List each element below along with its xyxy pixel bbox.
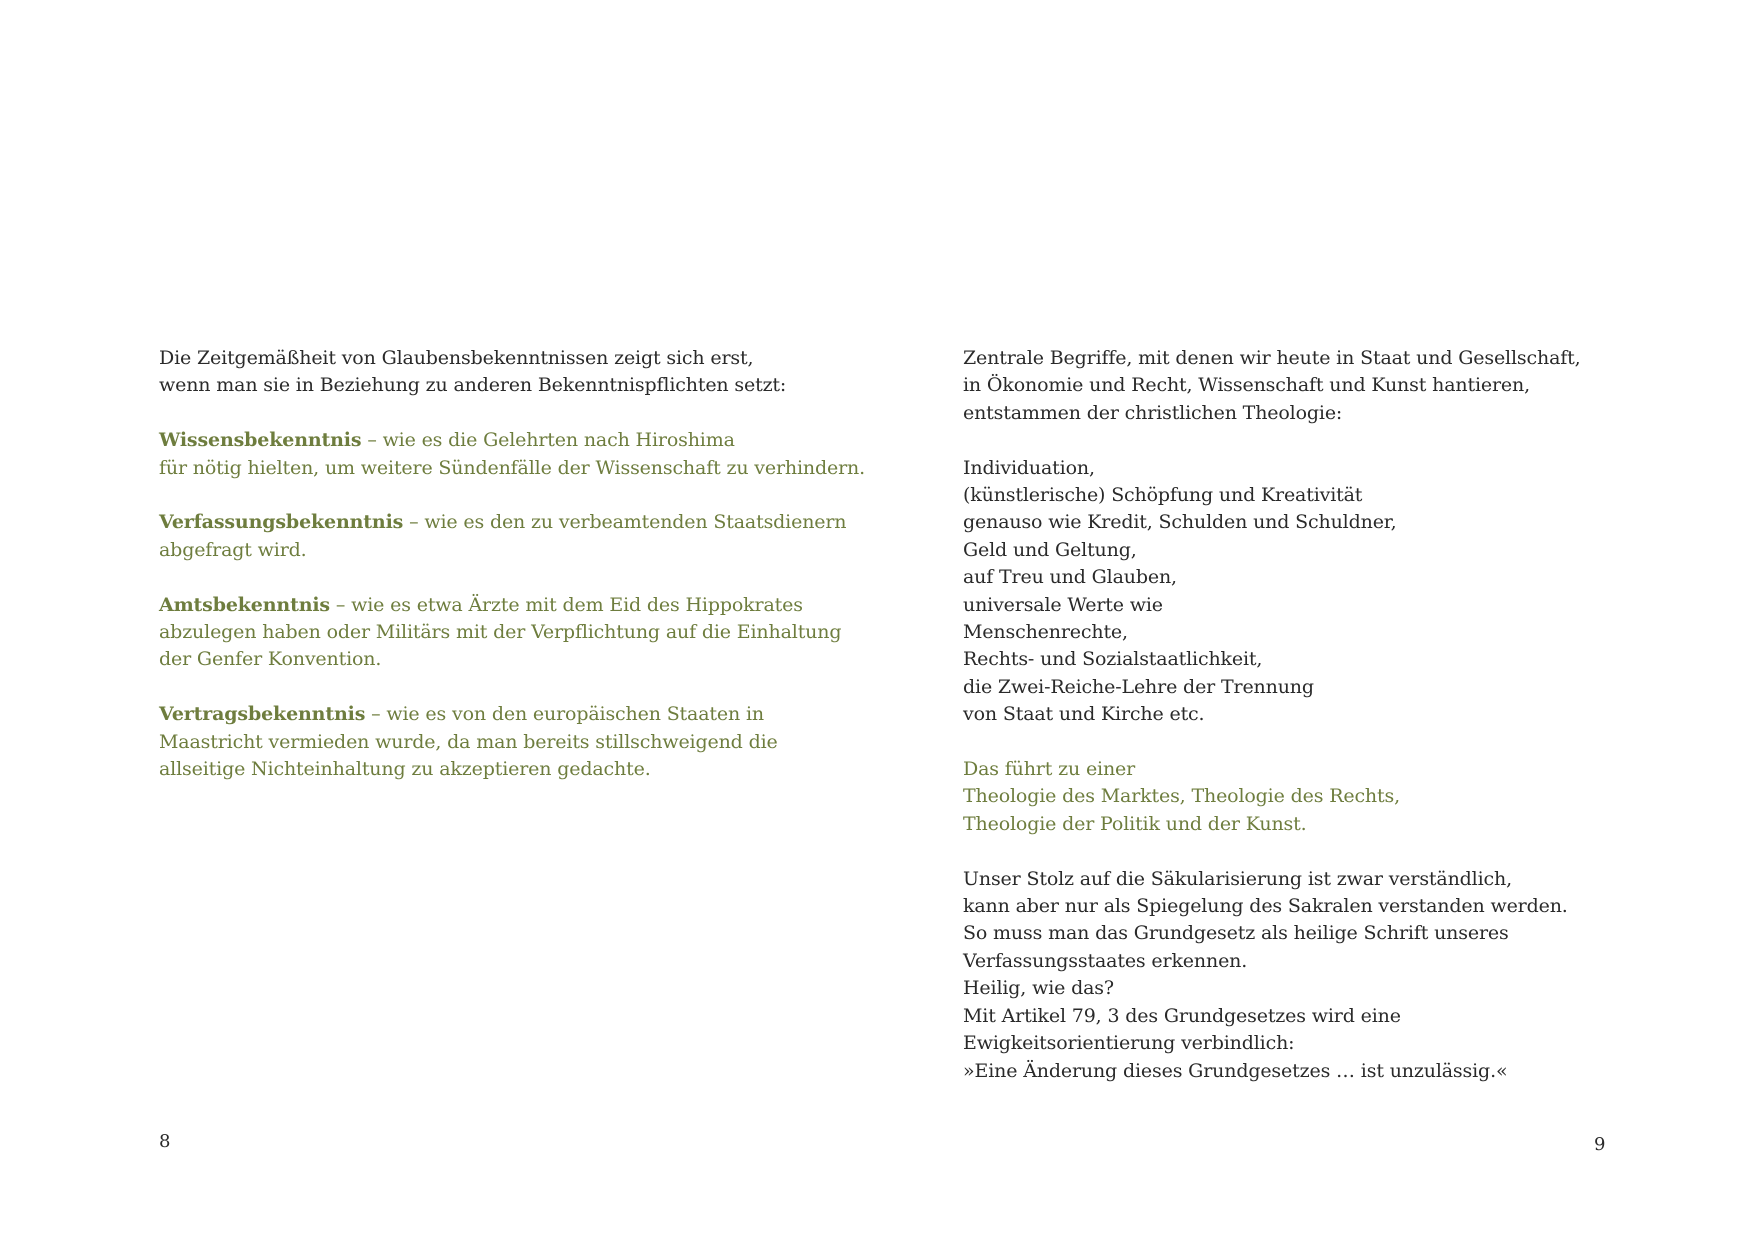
highlight-line: Theologie des Marktes, Theologie des Rechts, <box>963 785 1400 808</box>
text-line: entstammen der christlichen Theologie: <box>963 401 1343 424</box>
right-text-column <box>963 345 1703 1112</box>
list-item: Individuation, <box>963 456 1095 479</box>
right-page <box>877 0 1754 1239</box>
entry-text: der Genfer Konvention. <box>159 648 382 671</box>
text-line: Ewigkeitsorientierung verbindlich: <box>963 1032 1295 1055</box>
list-item: genauso wie Kredit, Schulden und Schuldner, <box>963 511 1397 534</box>
left-text-column <box>159 345 866 811</box>
highlight-paragraph <box>963 756 1703 838</box>
quote-line: »Eine Änderung dieses Grundgesetzes … ist unzulässig.« <box>963 1059 1508 1082</box>
list-item: universale Werte wie <box>963 593 1163 616</box>
entry-wissensbekenntnis <box>159 427 866 482</box>
list-item: Geld und Geltung, <box>963 538 1137 561</box>
entry-text: – wie es etwa Ärzte mit dem Eid des Hippokrates <box>329 593 803 616</box>
entry-text: – wie es den zu verbeamtenden Staatsdienern <box>403 511 847 534</box>
page-number-right: 9 <box>1594 1134 1606 1155</box>
list-item: von Staat und Kirche etc. <box>963 703 1205 726</box>
highlight-line: Das führt zu einer <box>963 758 1136 781</box>
entry-amtsbekenntnis <box>159 592 859 674</box>
entry-term: Wissensbekenntnis <box>159 429 362 452</box>
intro-line: wenn man sie in Beziehung zu anderen Bekenntnispflichten setzt: <box>159 374 787 397</box>
entry-term: Verfassungsbekenntnis <box>159 511 404 534</box>
list-item: (künstlerische) Schöpfung und Kreativität <box>963 484 1363 507</box>
text-line: Zentrale Begriffe, mit denen wir heute in Staat und Gesellschaft, <box>963 347 1581 369</box>
entry-text: – wie es die Gelehrten nach Hiroshima <box>361 429 735 452</box>
list-item: die Zwei-Reiche-Lehre der Trennung <box>963 675 1314 698</box>
entry-text: für nötig hielten, um weitere Sündenfälle der Wissenschaft zu verhindern. <box>159 456 866 479</box>
entry-text: – wie es von den europäischen Staaten in <box>365 703 764 726</box>
entry-text: allseitige Nichteinhaltung zu akzeptieren gedachte. <box>159 758 651 781</box>
text-line: Verfassungsstaates erkennen. <box>963 949 1248 972</box>
concept-list <box>963 455 1703 729</box>
entry-text: abzulegen haben oder Militärs mit der Verpflichtung auf die Einhaltung <box>159 621 842 644</box>
opening-paragraph <box>963 345 1703 427</box>
entry-term: Amtsbekenntnis <box>159 593 330 616</box>
entry-text: Maastricht vermieden wurde, da man bereits stillschweigend die <box>159 730 778 753</box>
intro-line: Die Zeitgemäßheit von Glaubensbekenntnissen zeigt sich erst, <box>159 347 754 369</box>
highlight-line: Theologie der Politik und der Kunst. <box>963 812 1307 835</box>
list-item: auf Treu und Glauben, <box>963 566 1177 589</box>
text-line: kann aber nur als Spiegelung des Sakralen verstanden werden. <box>963 895 1568 918</box>
entry-vertragsbekenntnis <box>159 701 859 783</box>
text-line: Heilig, wie das? <box>963 977 1114 1000</box>
intro-paragraph <box>159 345 859 400</box>
text-line: in Ökonomie und Recht, Wissenschaft und Kunst hantieren, <box>963 374 1530 397</box>
page-number-left: 8 <box>159 1131 171 1152</box>
entry-term: Vertragsbekenntnis <box>159 703 366 726</box>
entry-text: abgefragt wird. <box>159 538 307 561</box>
list-item: Rechts- und Sozialstaatlichkeit, <box>963 648 1263 671</box>
list-item: Menschenrechte, <box>963 621 1128 644</box>
closing-paragraph <box>963 866 1703 1085</box>
entry-verfassungsbekenntnis <box>159 509 859 564</box>
text-line: Mit Artikel 79, 3 des Grundgesetzes wird eine <box>963 1004 1401 1027</box>
text-line: Unser Stolz auf die Säkularisierung ist zwar verständlich, <box>963 867 1512 890</box>
text-line: So muss man das Grundgesetz als heilige Schrift unseres <box>963 922 1509 945</box>
